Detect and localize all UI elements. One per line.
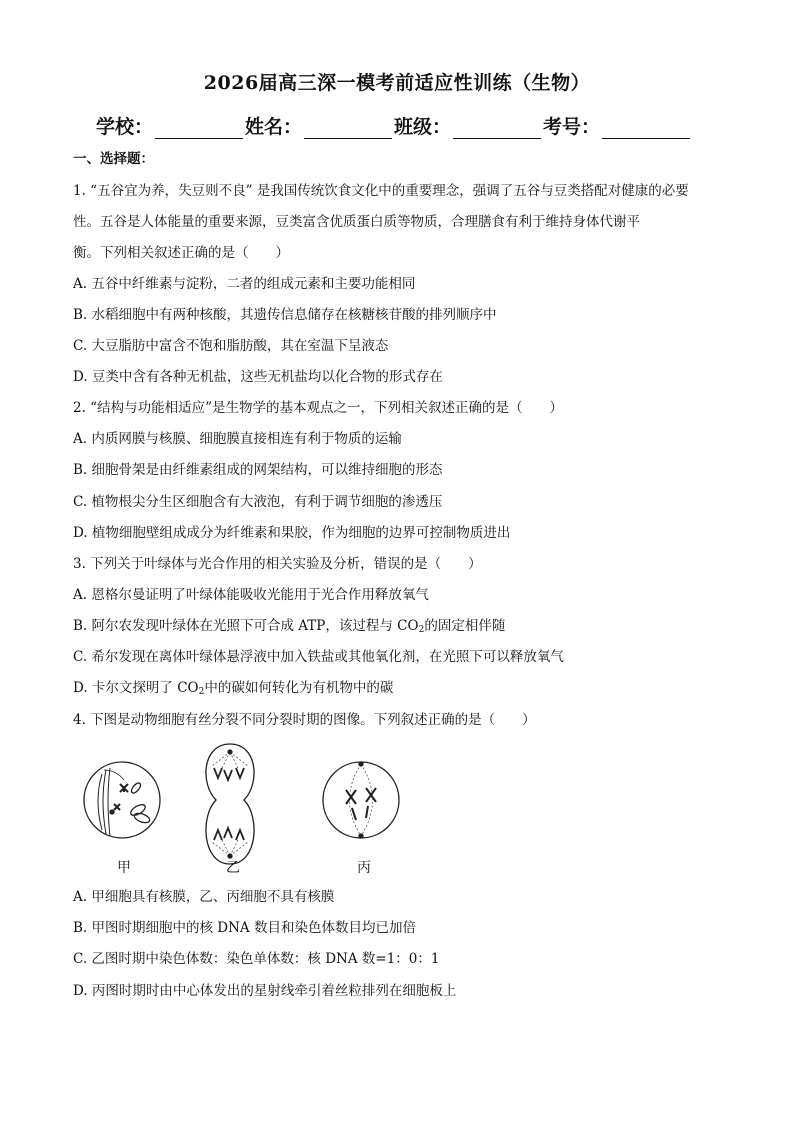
- q3-d-text-end: 中的碳如何转化为有机物中的碳: [204, 680, 394, 696]
- class-label: 班级：: [394, 116, 452, 138]
- name-label: 姓名：: [245, 116, 303, 138]
- name-blank[interactable]: [304, 118, 392, 139]
- q3-b-subscript: 2: [418, 625, 425, 635]
- q4-stem: 4. 下图是动物细胞有丝分裂不同分裂时期的图像。下列叙述正确的是（ ）: [73, 712, 536, 728]
- q3-d-text: D. 卡尔文探明了 CO: [73, 680, 199, 696]
- q4-option-c[interactable]: C. 乙图时期中染色体数：染色单体数：核 DNA 数=1：0：1: [73, 951, 440, 967]
- q4-option-d[interactable]: D. 丙图时期时由中心体发出的星射线牵引着丝粒排列在细胞板上: [73, 983, 457, 999]
- mitosis-figure: [76, 740, 416, 880]
- q1-option-a[interactable]: A. 五谷中纤维素与淀粉，二者的组成元素和主要功能相同: [73, 276, 416, 292]
- q3-option-b[interactable]: [73, 620, 505, 635]
- q2-option-d[interactable]: D. 植物细胞壁组成成分为纤维素和果胶，作为细胞的边界可控制物质进出: [73, 525, 511, 541]
- q4-option-b[interactable]: B. 甲图时期细胞中的核 DNA 数目和染色体数目均已加倍: [73, 920, 416, 936]
- exam-number-blank[interactable]: [602, 118, 690, 139]
- q3-stem: 3. 下列关于叶绿体与光合作用的相关实验及分析，错误的是（ ）: [73, 556, 482, 572]
- q3-b-text-end: 的固定相伴随: [424, 618, 506, 634]
- cell-yi-diagram: [206, 744, 254, 864]
- q1-stem-line3: 衡。下列相关叙述正确的是（ ）: [73, 245, 289, 261]
- caption-yi: 乙: [226, 860, 240, 876]
- q3-option-c[interactable]: C. 希尔发现在离体叶绿体悬浮液中加入铁盐或其他氧化剂，在光照下可以释放氧气: [73, 649, 564, 665]
- school-label: 学校：: [96, 116, 154, 138]
- student-info-row: [96, 112, 692, 139]
- q3-d-subscript: 2: [198, 687, 205, 697]
- cell-bing-diagram: [323, 762, 399, 838]
- q1-stem-line1: 1. “五谷宜为养，失豆则不良” 是我国传统饮食文化中的重要理念，强调了五谷与豆类搭配对健康的必要: [73, 183, 689, 199]
- q4-option-a[interactable]: A. 甲细胞具有核膜，乙、丙细胞不具有核膜: [73, 889, 335, 905]
- q2-option-c[interactable]: C. 植物根尖分生区细胞含有大液泡，有利于调节细胞的渗透压: [73, 494, 443, 510]
- q3-option-a[interactable]: A. 恩格尔曼证明了叶绿体能吸收光能用于光合作用释放氧气: [73, 587, 429, 603]
- q3-option-d[interactable]: [73, 682, 393, 697]
- q2-option-a[interactable]: A. 内质网膜与核膜、细胞膜直接相连有利于物质的运输: [73, 431, 402, 447]
- caption-bing: 丙: [357, 860, 371, 876]
- q1-option-b[interactable]: B. 水稻细胞中有两种核酸，其遗传信息储存在核糖核苷酸的排列顺序中: [73, 307, 497, 323]
- q1-option-d[interactable]: D. 豆类中含有各种无机盐，这些无机盐均以化合物的形式存在: [73, 369, 443, 385]
- exam-number-label: 考号：: [543, 116, 601, 138]
- page-title: 2026届高三深一模考前适应性训练（生物）: [203, 72, 591, 94]
- class-blank[interactable]: [453, 118, 541, 139]
- q2-option-b[interactable]: B. 细胞骨架是由纤维素组成的网架结构，可以维持细胞的形态: [73, 462, 443, 478]
- caption-jia: 甲: [117, 860, 131, 876]
- q2-stem: 2. “结构与功能相适应”是生物学的基本观点之一，下列相关叙述正确的是（ ）: [73, 400, 563, 416]
- section-heading: 一、选择题：: [73, 151, 154, 167]
- q1-stem-line2: 性。五谷是人体能量的重要来源，豆类富含优质蛋白质等物质，合理膳食有利于维持身体代谢平: [73, 214, 640, 230]
- school-blank[interactable]: [155, 118, 243, 139]
- q1-option-c[interactable]: C. 大豆脂肪中富含不饱和脂肪酸，其在室温下呈液态: [73, 338, 389, 354]
- cell-jia-diagram: [84, 762, 160, 838]
- q3-b-text: B. 阿尔农发现叶绿体在光照下可合成 ATP，该过程与 CO: [73, 618, 419, 634]
